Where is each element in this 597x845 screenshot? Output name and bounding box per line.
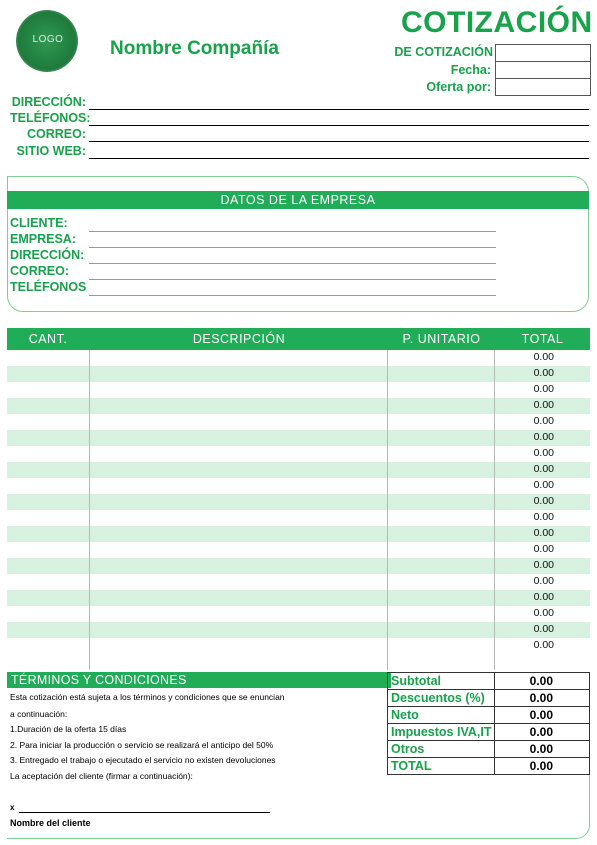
table-row[interactable] xyxy=(7,526,590,542)
summary-value[interactable]: 0.00 xyxy=(495,741,590,757)
terms-title: TÉRMINOS Y CONDICIONES xyxy=(7,672,391,688)
summary-value[interactable]: 0.00 xyxy=(495,690,590,706)
signature-field[interactable] xyxy=(19,812,270,813)
col-header-qty: CANT. xyxy=(28,332,68,346)
table-row[interactable] xyxy=(7,606,590,622)
offered-by-field[interactable] xyxy=(495,78,591,96)
col-header-total: TOTAL xyxy=(521,332,564,346)
website-label: SITIO WEB: xyxy=(16,144,86,158)
terms-line: 1.Duración de la oferta 15 días xyxy=(10,724,127,734)
email-field[interactable] xyxy=(89,127,589,142)
date-field[interactable] xyxy=(495,61,591,79)
table-row[interactable] xyxy=(7,510,590,526)
address-field[interactable] xyxy=(89,95,589,110)
row-total: 0.00 xyxy=(533,607,554,619)
table-row[interactable] xyxy=(7,638,590,654)
table-row[interactable] xyxy=(7,590,590,606)
summary-label: Neto xyxy=(387,707,495,723)
column-divider xyxy=(494,350,495,670)
summary-row-subtotal xyxy=(387,672,590,690)
row-total: 0.00 xyxy=(533,431,554,443)
website-field[interactable] xyxy=(89,144,589,159)
summary-value[interactable]: 0.00 xyxy=(495,724,590,740)
summary-value[interactable]: 0.00 xyxy=(495,707,590,723)
items-table-header xyxy=(7,328,590,350)
row-total: 0.00 xyxy=(533,527,554,539)
summary-label: TOTAL xyxy=(387,758,495,774)
client-label: CLIENTE: xyxy=(10,216,68,230)
summary-label: Subtotal xyxy=(387,673,495,689)
row-total: 0.00 xyxy=(533,639,554,651)
email-label: CORREO: xyxy=(26,127,86,141)
row-total: 0.00 xyxy=(533,495,554,507)
table-row[interactable] xyxy=(7,366,590,382)
row-total: 0.00 xyxy=(533,415,554,427)
terms-line: La aceptación del cliente (firmar a continuación): xyxy=(10,771,193,781)
client-address-label: DIRECCIÓN: xyxy=(10,248,85,262)
summary-table xyxy=(387,672,590,775)
col-header-description: DESCRIPCIÓN xyxy=(192,332,286,346)
client-panel-title: DATOS DE LA EMPRESA xyxy=(7,191,589,209)
row-total: 0.00 xyxy=(533,479,554,491)
summary-row-discounts xyxy=(387,690,590,707)
row-total: 0.00 xyxy=(533,383,554,395)
signature-mark: x xyxy=(10,803,15,812)
row-total: 0.00 xyxy=(533,623,554,635)
terms-line: Esta cotización está sujeta a los términos y condiciones que se enuncian xyxy=(10,692,285,702)
client-email-field[interactable] xyxy=(89,266,496,280)
table-row[interactable] xyxy=(7,446,590,462)
row-total: 0.00 xyxy=(533,351,554,363)
date-label: Fecha: xyxy=(450,63,491,77)
phones-field[interactable] xyxy=(89,111,589,126)
summary-label: Otros xyxy=(387,741,495,757)
summary-row-taxes xyxy=(387,724,590,741)
business-label: EMPRESA: xyxy=(10,232,76,246)
summary-row-total xyxy=(387,758,590,775)
items-table xyxy=(7,328,590,654)
table-row[interactable] xyxy=(7,558,590,574)
row-total: 0.00 xyxy=(533,543,554,555)
summary-label: Descuentos (%) xyxy=(387,690,495,706)
row-total: 0.00 xyxy=(533,399,554,411)
logo-text: LOGO xyxy=(32,33,64,45)
quote-number-label: DE COTIZACIÓN xyxy=(394,45,493,59)
row-total: 0.00 xyxy=(533,591,554,603)
address-label: DIRECCIÓN: xyxy=(11,95,86,109)
column-divider xyxy=(387,350,388,670)
table-row[interactable] xyxy=(7,478,590,494)
terms-line: 3. Entregado el trabajo o ejecutado el servicio no existen devoluciones xyxy=(10,755,276,765)
table-row[interactable] xyxy=(7,430,590,446)
column-divider xyxy=(89,350,90,670)
table-row[interactable] xyxy=(7,542,590,558)
row-total: 0.00 xyxy=(533,511,554,523)
client-name-label: Nombre del cliente xyxy=(10,818,91,828)
client-phones-field[interactable] xyxy=(89,282,496,296)
terms-line: 2. Para iniciar la producción o servicio se realizará el anticipo del 50% xyxy=(10,740,274,750)
row-total: 0.00 xyxy=(533,575,554,587)
document-title: COTIZACIÓN xyxy=(401,6,593,39)
client-phones-label: TELÉFONOS xyxy=(10,280,87,294)
table-row[interactable] xyxy=(7,382,590,398)
items-table-body xyxy=(7,350,590,654)
row-total: 0.00 xyxy=(533,367,554,379)
terms-line: a continuación: xyxy=(10,709,68,719)
table-row[interactable] xyxy=(7,462,590,478)
business-field[interactable] xyxy=(89,234,496,248)
table-row[interactable] xyxy=(7,350,590,366)
summary-label: Impuestos IVA,IT xyxy=(387,724,495,740)
quote-number-field[interactable] xyxy=(495,44,591,62)
client-email-label: CORREO: xyxy=(10,264,70,278)
offered-by-label: Oferta por: xyxy=(426,80,491,94)
client-field[interactable] xyxy=(89,218,496,232)
col-header-unit-price: P. UNITARIO xyxy=(402,332,481,346)
table-row[interactable] xyxy=(7,398,590,414)
row-total: 0.00 xyxy=(533,559,554,571)
company-logo xyxy=(16,10,78,72)
table-row[interactable] xyxy=(7,574,590,590)
summary-row-other xyxy=(387,741,590,758)
row-total: 0.00 xyxy=(533,463,554,475)
summary-value[interactable]: 0.00 xyxy=(495,758,590,774)
summary-value[interactable]: 0.00 xyxy=(495,673,590,689)
row-total: 0.00 xyxy=(533,447,554,459)
table-row[interactable] xyxy=(7,414,590,430)
phones-label: TELÉFONOS: xyxy=(10,111,91,125)
table-row[interactable] xyxy=(7,622,590,638)
summary-row-net xyxy=(387,707,590,724)
table-row[interactable] xyxy=(7,494,590,510)
company-name: Nombre Compañía xyxy=(110,38,279,59)
client-address-field[interactable] xyxy=(89,250,496,264)
